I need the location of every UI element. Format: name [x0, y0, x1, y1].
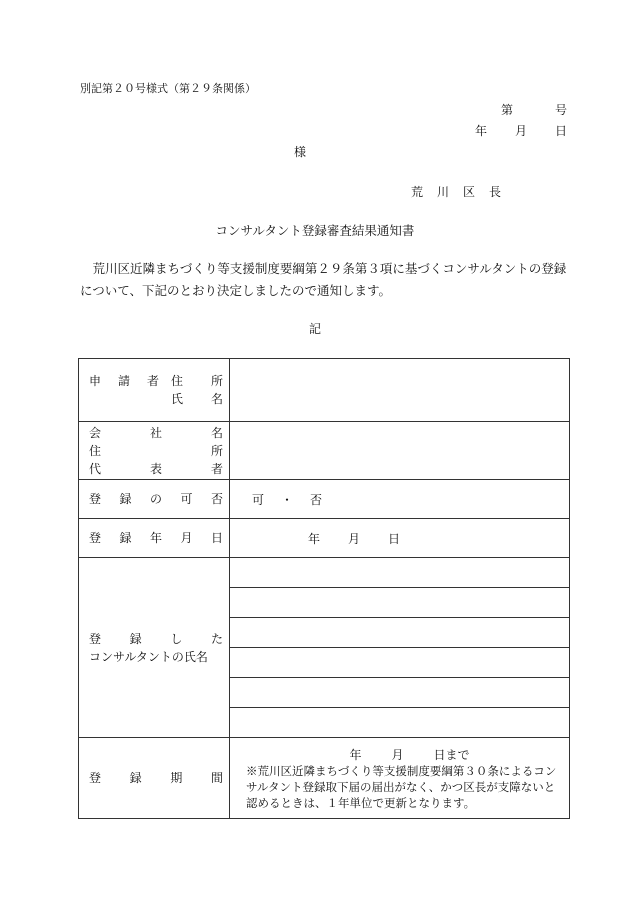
reg-date-month: 月 [347, 531, 360, 546]
period-year: 年 [349, 747, 362, 762]
label-char: 代 [89, 461, 102, 476]
label-char: 者 [210, 461, 223, 476]
number-dai: 第 [501, 103, 514, 117]
label-char: 登 [89, 631, 102, 646]
document-date [475, 122, 567, 139]
row-period [79, 738, 570, 819]
label-char: た [210, 631, 223, 646]
approval-dot: ・ [280, 492, 293, 507]
label-char: 請 [117, 374, 130, 388]
label-char: 住 [89, 443, 102, 458]
label-char: 否 [210, 492, 223, 506]
date-month: 月 [514, 124, 527, 138]
approval-hi[interactable]: 否 [309, 492, 322, 507]
consultant-line-3[interactable] [230, 618, 569, 648]
label-char: 表 [149, 461, 162, 476]
period-month: 月 [391, 747, 404, 762]
label-char: 登 [89, 771, 102, 785]
row-consultants [79, 558, 570, 738]
label-char: 録 [129, 771, 142, 785]
label-char: 社 [149, 425, 162, 440]
ki-marker: 記 [308, 322, 321, 336]
label-char: の [149, 492, 162, 506]
label-char: 可 [180, 492, 193, 506]
document-number [501, 101, 567, 118]
company-label [79, 422, 230, 480]
consultant-line-1[interactable] [230, 558, 569, 588]
row-approval [79, 480, 570, 519]
applicant-label [79, 359, 230, 422]
period-note: ※荒川区近隣まちづくり等支援制度要綱第３０条によるコンサルタント登録取下届の届出がなく、かつ区長が支障ないと認めるときは、１年単位で更新となります。 [246, 763, 557, 810]
label-char: 者 [146, 374, 159, 388]
document-title: コンサルタント登録審査結果通知書 [215, 223, 415, 238]
period-day-until: 日まで [433, 747, 470, 762]
label-char: 録 [129, 631, 142, 646]
approval-label [79, 480, 230, 519]
issuer: 荒川区長 [411, 185, 516, 199]
number-go: 号 [554, 103, 567, 117]
reg-date-value-cell[interactable] [230, 519, 570, 558]
label-char: 録 [119, 492, 132, 506]
body-text: 荒川区近隣まちづくり等支援制度要綱第２９条第３項に基づくコンサルタントの登録について、下記のとおり決定しましたので通知します。 [80, 261, 567, 298]
applicant-value-cell[interactable] [230, 359, 570, 422]
label-char: 名 [210, 392, 223, 406]
row-company [79, 422, 570, 480]
company-value-cell[interactable] [230, 422, 570, 480]
reg-date-year: 年 [308, 531, 321, 546]
consultants-label-line2: コンサルタントの氏名 [89, 649, 208, 664]
period-value-cell[interactable] [230, 738, 570, 819]
label-char: 年 [149, 531, 162, 545]
consultant-line-6[interactable] [230, 708, 569, 737]
reg-date-label [79, 519, 230, 558]
approval-value-cell[interactable] [230, 480, 570, 519]
approval-ka[interactable]: 可 [252, 492, 265, 507]
label-char: 登 [89, 531, 102, 545]
label-char: し [170, 631, 183, 646]
consultant-line-2[interactable] [230, 588, 569, 618]
reg-date-day: 日 [387, 531, 400, 546]
label-char: 間 [210, 771, 223, 785]
consultant-line-4[interactable] [230, 648, 569, 678]
label-char: 登 [89, 492, 102, 506]
label-char: 氏 [171, 392, 184, 406]
label-char: 住 [171, 374, 184, 388]
label-char: 日 [210, 531, 223, 545]
date-year: 年 [475, 124, 488, 138]
date-day: 日 [554, 124, 567, 138]
consultant-line-5[interactable] [230, 678, 569, 708]
row-reg-date [79, 519, 570, 558]
label-char: 録 [119, 531, 132, 545]
period-date [230, 746, 569, 763]
row-applicant [79, 359, 570, 422]
label-char: 会 [89, 425, 102, 440]
label-char: 所 [210, 443, 223, 458]
label-char: 所 [210, 374, 223, 388]
form-label: 別記第２０号様式（第２９条関係） [80, 82, 256, 95]
label-char: 申 [89, 374, 102, 388]
label-char: 月 [180, 531, 193, 545]
addressee: 様 [294, 145, 307, 159]
label-char: 期 [170, 771, 183, 785]
period-label [79, 738, 230, 819]
label-char: 名 [210, 425, 223, 440]
consultants-value-cell [230, 558, 570, 738]
consultants-label [79, 558, 230, 738]
result-table [78, 358, 570, 819]
